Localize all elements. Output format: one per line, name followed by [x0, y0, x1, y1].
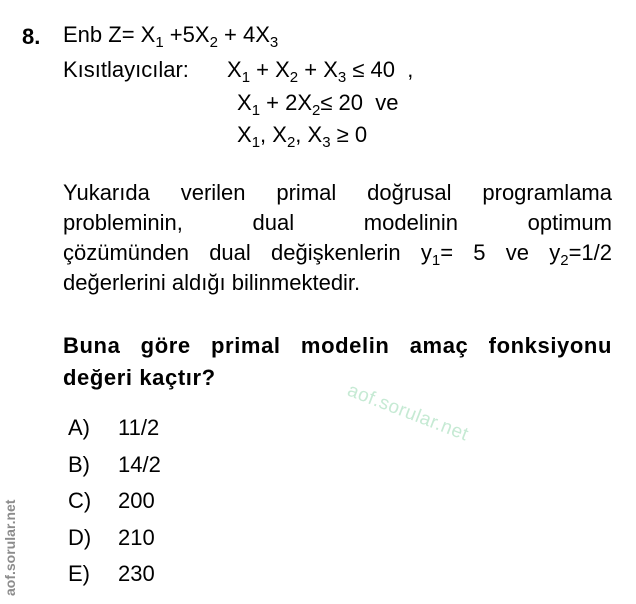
paragraph-line: değerlerini aldığı bilinmektedir. — [63, 270, 361, 295]
option-letter: C) — [68, 488, 92, 514]
problem-description — [63, 178, 612, 298]
option-value: 11/2 — [118, 415, 160, 441]
option-value: 230 — [118, 561, 155, 587]
paragraph-text: çözümünden dual değişkenlerin y — [63, 240, 432, 265]
option-b[interactable] — [68, 447, 161, 484]
constraint-text: , X — [260, 122, 287, 147]
subscript: 3 — [322, 134, 331, 151]
option-letter: D) — [68, 524, 92, 550]
prompt-line: Buna göre primal modelin amaç fonksiyonu — [63, 333, 612, 358]
subscript: 1 — [251, 102, 261, 119]
subscript: 1 — [251, 134, 261, 151]
subscript: 1 — [155, 34, 164, 51]
paragraph-line: probleminin, dual modelinin optimum — [63, 210, 612, 235]
objective-function — [63, 22, 279, 51]
option-e[interactable] — [68, 556, 161, 593]
answer-options — [68, 410, 161, 593]
question-number: 8. — [22, 24, 41, 49]
constraints-label: Kısıtlayıcılar: — [63, 57, 189, 82]
subscript: 1 — [241, 69, 251, 86]
option-letter: E) — [68, 561, 90, 587]
constraint-rhs: ≤ 40 , — [346, 57, 414, 82]
option-value: 14/2 — [118, 451, 161, 477]
side-watermark: aof.sorular.net — [2, 499, 18, 596]
subscript: 1 — [431, 252, 441, 269]
option-c[interactable] — [68, 483, 161, 520]
subscript: 2 — [286, 134, 296, 151]
constraint-text: X — [237, 122, 252, 147]
constraint-nonnegativity — [237, 122, 368, 151]
subscript: 3 — [337, 69, 347, 86]
constraint-text: + X — [298, 57, 338, 82]
question-prompt — [63, 330, 612, 394]
subscript: 2 — [312, 102, 321, 119]
paragraph-text: = 5 ve y — [440, 240, 561, 265]
subscript: 2 — [560, 252, 569, 269]
prompt-line: değeri kaçtır? — [63, 365, 216, 390]
constraint-text: + X — [250, 57, 290, 82]
objective-text: Enb Z= X — [63, 22, 156, 47]
diagonal-watermark: aof.sorular.net — [344, 380, 472, 446]
objective-text: +5X — [163, 22, 210, 47]
option-d[interactable] — [68, 520, 161, 557]
constraint-2 — [237, 90, 399, 119]
option-letter: A) — [68, 415, 90, 441]
paragraph-line: Yukarıda verilen primal doğrusal programlama — [63, 180, 612, 205]
paragraph-text: =1/2 — [568, 240, 613, 265]
subscript: 3 — [269, 34, 279, 51]
constraint-rhs: ≤ 20 ve — [320, 90, 399, 115]
constraint-text: + 2X — [260, 90, 313, 115]
paragraph-line — [63, 238, 612, 268]
option-a[interactable] — [68, 410, 161, 447]
option-letter: B) — [68, 451, 90, 477]
constraint-1 — [227, 57, 414, 86]
subscript: 2 — [209, 34, 218, 51]
constraint-text: X — [237, 90, 252, 115]
constraint-text: , X — [295, 122, 323, 147]
objective-text: + 4X — [217, 22, 270, 47]
option-value: 200 — [118, 488, 155, 514]
subscript: 2 — [289, 69, 299, 86]
constraint-rhs: ≥ 0 — [330, 122, 368, 147]
constraint-text: X — [227, 57, 242, 82]
option-value: 210 — [118, 524, 155, 550]
